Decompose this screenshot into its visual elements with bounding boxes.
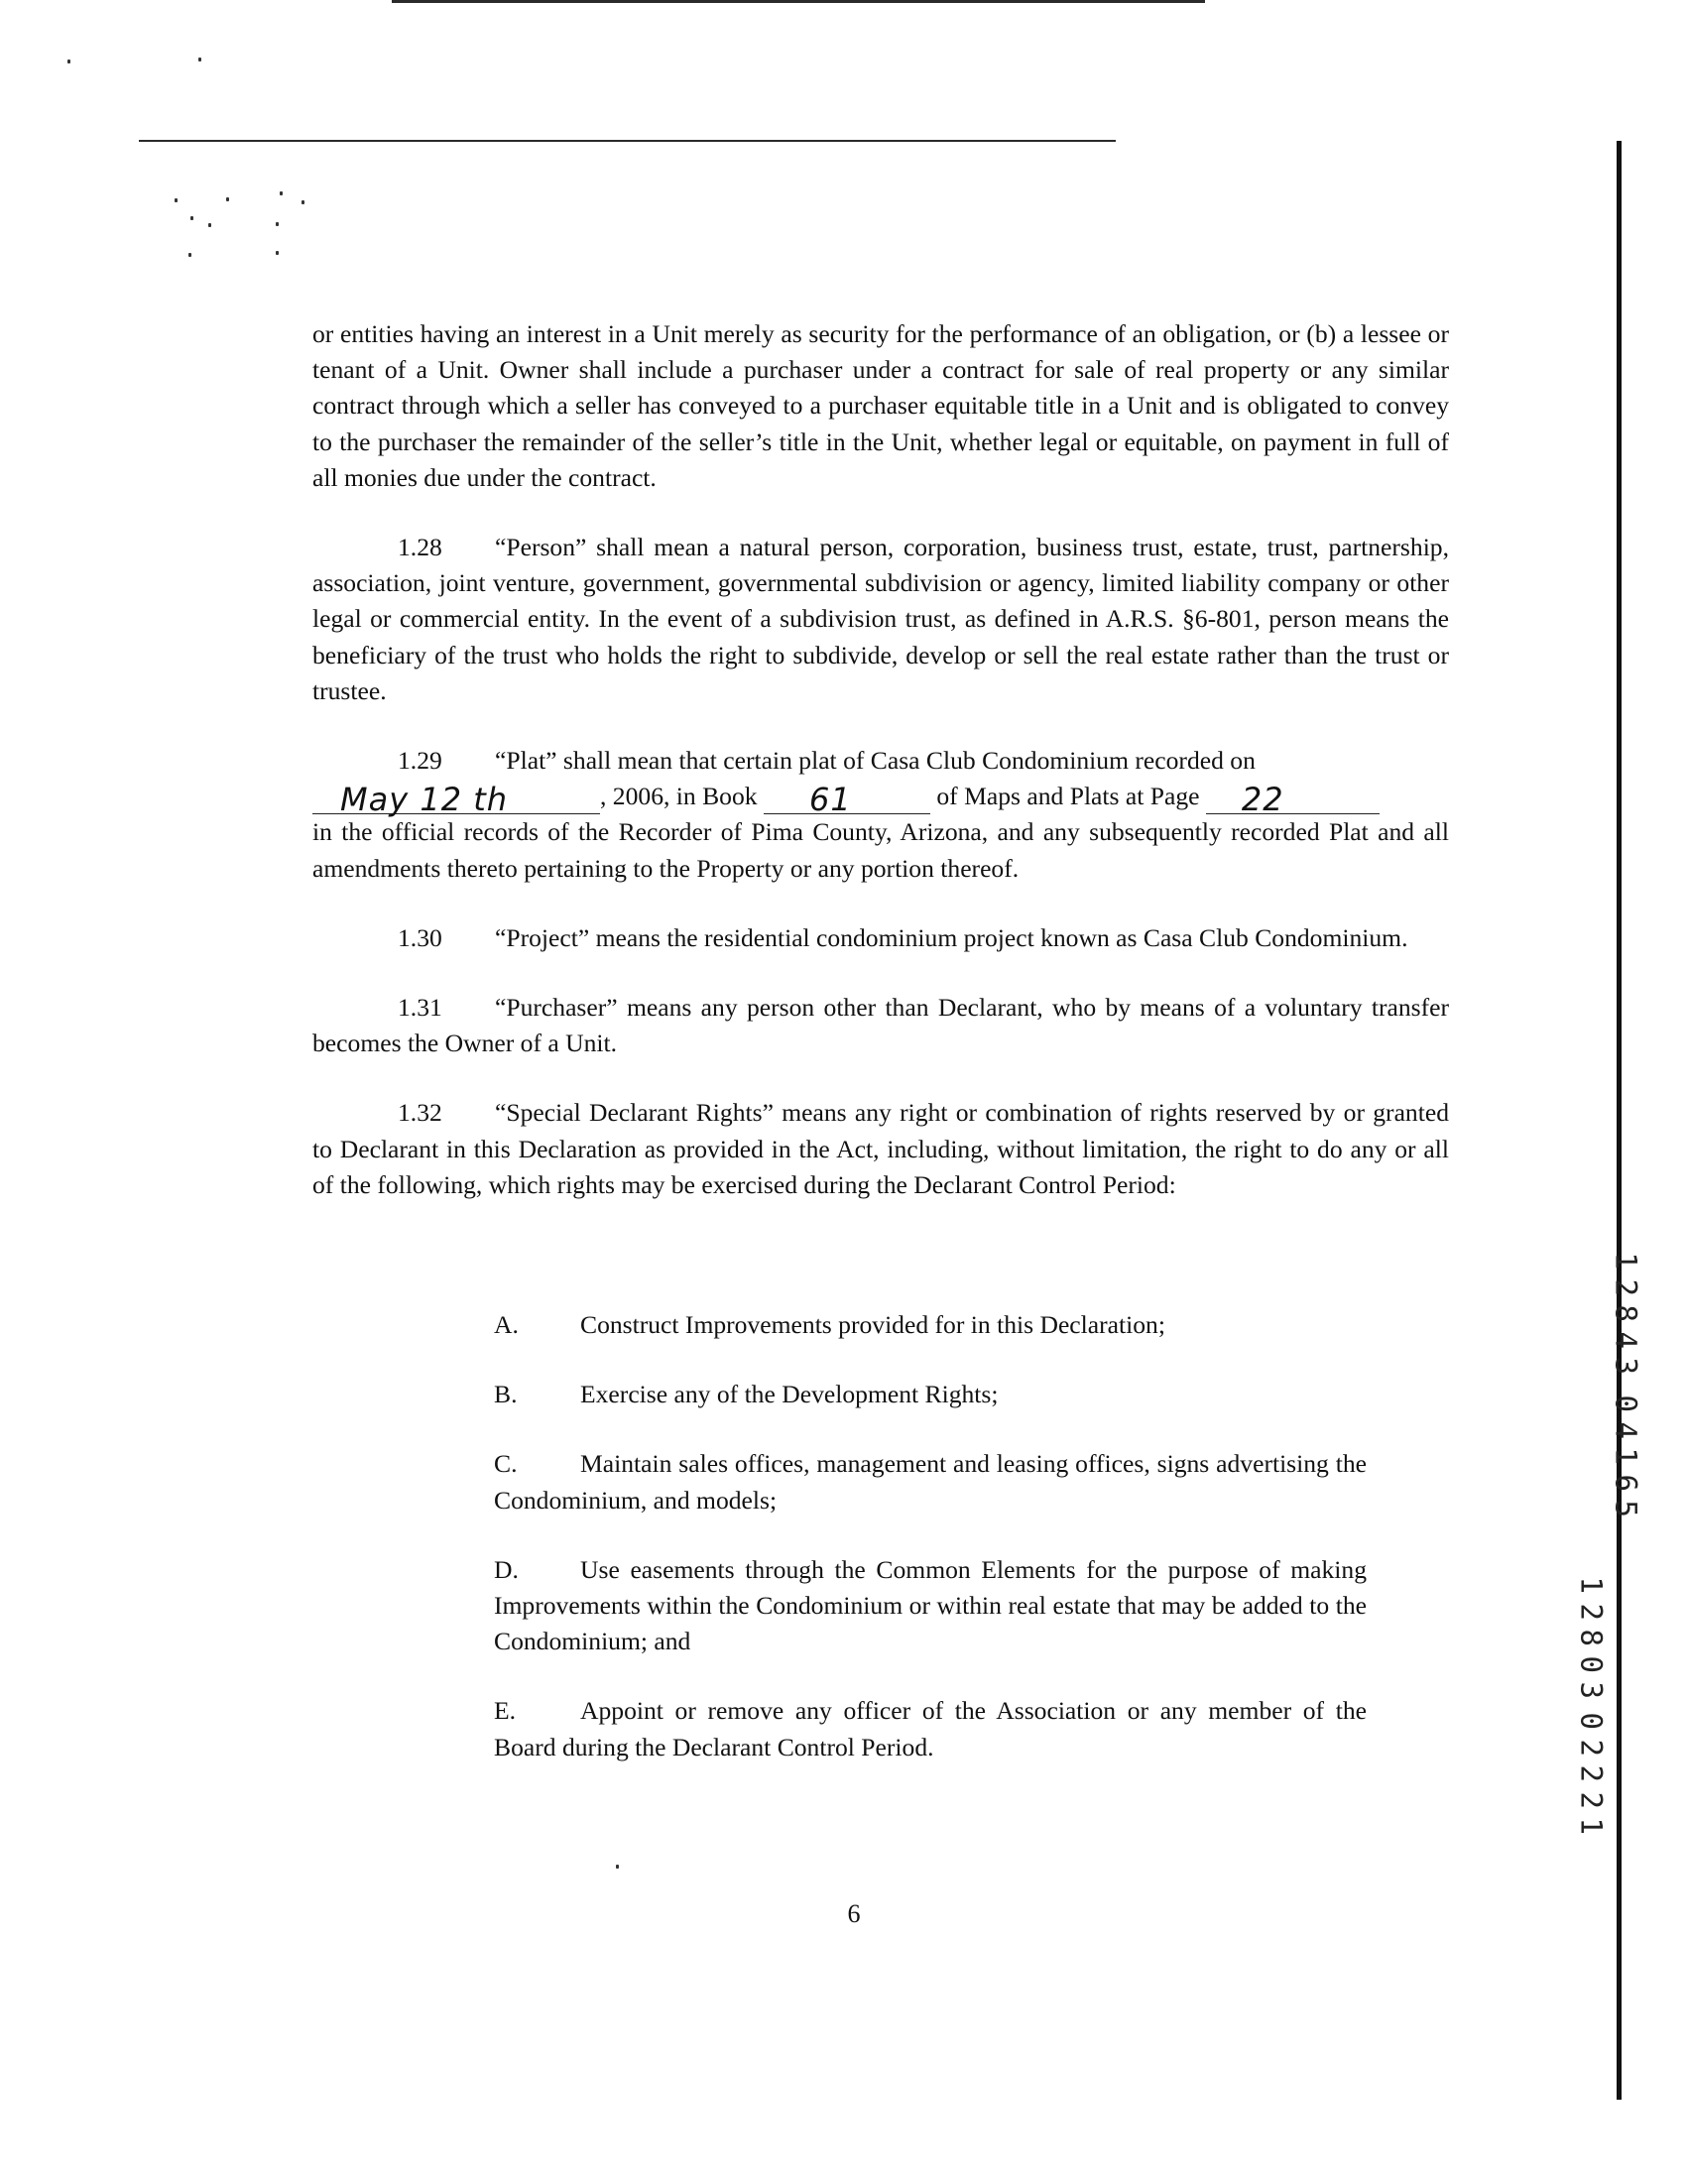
list-item-text: Construct Improvements provided for in this Declaration; [580,1310,1165,1339]
section-number: 1.29 [398,746,442,776]
list-item [494,1377,1367,1412]
paragraph-1-30 [312,920,1449,956]
scan-speck [188,253,191,257]
scan-speck [175,198,178,202]
scan-speck [198,58,201,61]
stamp-digit: 0 4 1 6 5 [1609,1395,1643,1517]
list-item [494,1552,1367,1660]
section-number: 1.32 [398,1098,442,1128]
right-margin-bar [1617,141,1622,2100]
list-item [494,1446,1367,1517]
paragraph-owner-continued [312,316,1449,496]
handwritten-page: 22 [1241,781,1284,819]
handwritten-date: May 12 th [340,781,509,819]
paragraph-1-28 [312,530,1449,709]
list-item-text: Exercise any of the Development Rights; [580,1380,999,1409]
list-item-text: Maintain sales offices, management and leasing offices, signs advertising the Condominium, and models; [494,1449,1367,1515]
header-rule [139,140,1116,142]
paragraph-text: “Project” means the residential condominium project known as Casa Club Condominium. [495,922,1408,952]
list-letter: E. [494,1696,517,1726]
scan-speck [280,191,283,195]
list-letter: A. [494,1310,519,1339]
list-item [494,1307,1367,1343]
paragraph-1-32 [312,1095,1449,1203]
scan-speck [226,197,229,201]
scan-speck [616,1865,619,1869]
recording-stamp-1-top [1609,1248,1643,1380]
list-letter: D. [494,1554,519,1584]
handwritten-book: 61 [808,781,852,819]
paragraph-text: “Special Declarant Rights” means any right or combination of rights reserved by or granted to Declarant in this Declaration as provided in the Act, including, without limitation, the right to do any or all of the following, which rights may be exercised during the Declarant Control Period: [312,1098,1449,1199]
body-text [312,316,1449,1237]
paragraph-text: “Purchaser” means any person other than Declarant, who by means of a voluntary transfer becomes the Owner of a Unit. [312,993,1449,1058]
section-number: 1.30 [398,922,442,952]
top-scan-rule [392,0,1205,3]
scan-speck [301,200,304,204]
scan-speck [190,216,193,220]
paragraph-text: “Person” shall mean a natural person, corporation, business trust, estate, trust, partnership, association, joint venture, government, governmental subdivision or agency, limited liability company or other legal or commercial entity. In the event of a subdivision trust, as defined in A.R.S. §6-801, person means the beneficiary of the trust who holds the right to subdivide, develop or sell the real estate rather than the trust or trustee. [312,533,1449,705]
stamp-digit: 1 2 8 4 3 [1609,1252,1643,1375]
recording-stamp-2-bottom [1574,1708,1609,1840]
scan-speck [67,60,70,63]
scan-speck [208,223,211,227]
paragraph-text: “Plat” shall mean that certain plat of Casa Club Condominium recorded on [495,746,1256,776]
stamp-digit: 0 2 2 2 1 [1574,1712,1609,1835]
paragraph-text: in the official records of the Recorder of Pima County, Arizona, and any subsequently recorded Plat and all amendments thereto pertaining to the Property or any portion thereof. [312,817,1449,883]
list-item-text: Use easements through the Common Elements for the purpose of making Improvements within the Condominium or within real estate that may be added to the Condominium; and [494,1554,1367,1656]
recording-stamp-2-top [1574,1572,1609,1704]
paragraph-text: of Maps and Plats at Page [936,782,1200,811]
list-letter: B. [494,1380,518,1409]
stamp-digit: 1 2 8 0 3 [1574,1576,1609,1699]
page-number: 6 [847,1899,861,1928]
date-blank [312,781,600,819]
paragraph-text: or entities having an interest in a Unit merely as security for the performance of an obligation, or (b) a lessee or tenant of a Unit. Owner shall include a purchaser under a contract for sale of real property or any similar contract through which a seller has conveyed to a purchaser equitable title in a Unit and is obligated to convey to the purchaser the remainder of the seller’s title in the Unit, whether legal or equitable, on payment in full of all monies due under the contract. [312,319,1449,492]
scan-speck [276,251,279,255]
scan-speck [276,222,279,226]
list-letter: C. [494,1449,518,1479]
list-item [494,1693,1367,1764]
paragraph-text: , 2006, in Book [600,782,758,811]
book-blank [764,781,930,819]
page-blank [1206,781,1380,819]
special-rights-list [494,1307,1367,1799]
list-item-text: Appoint or remove any officer of the Association or any member of the Board during the Declarant Control Period. [494,1696,1367,1761]
paragraph-1-29 [312,743,1449,887]
section-number: 1.28 [398,533,442,562]
section-number: 1.31 [398,993,442,1023]
recording-stamp-1-bottom [1609,1391,1643,1522]
paragraph-1-31 [312,990,1449,1061]
